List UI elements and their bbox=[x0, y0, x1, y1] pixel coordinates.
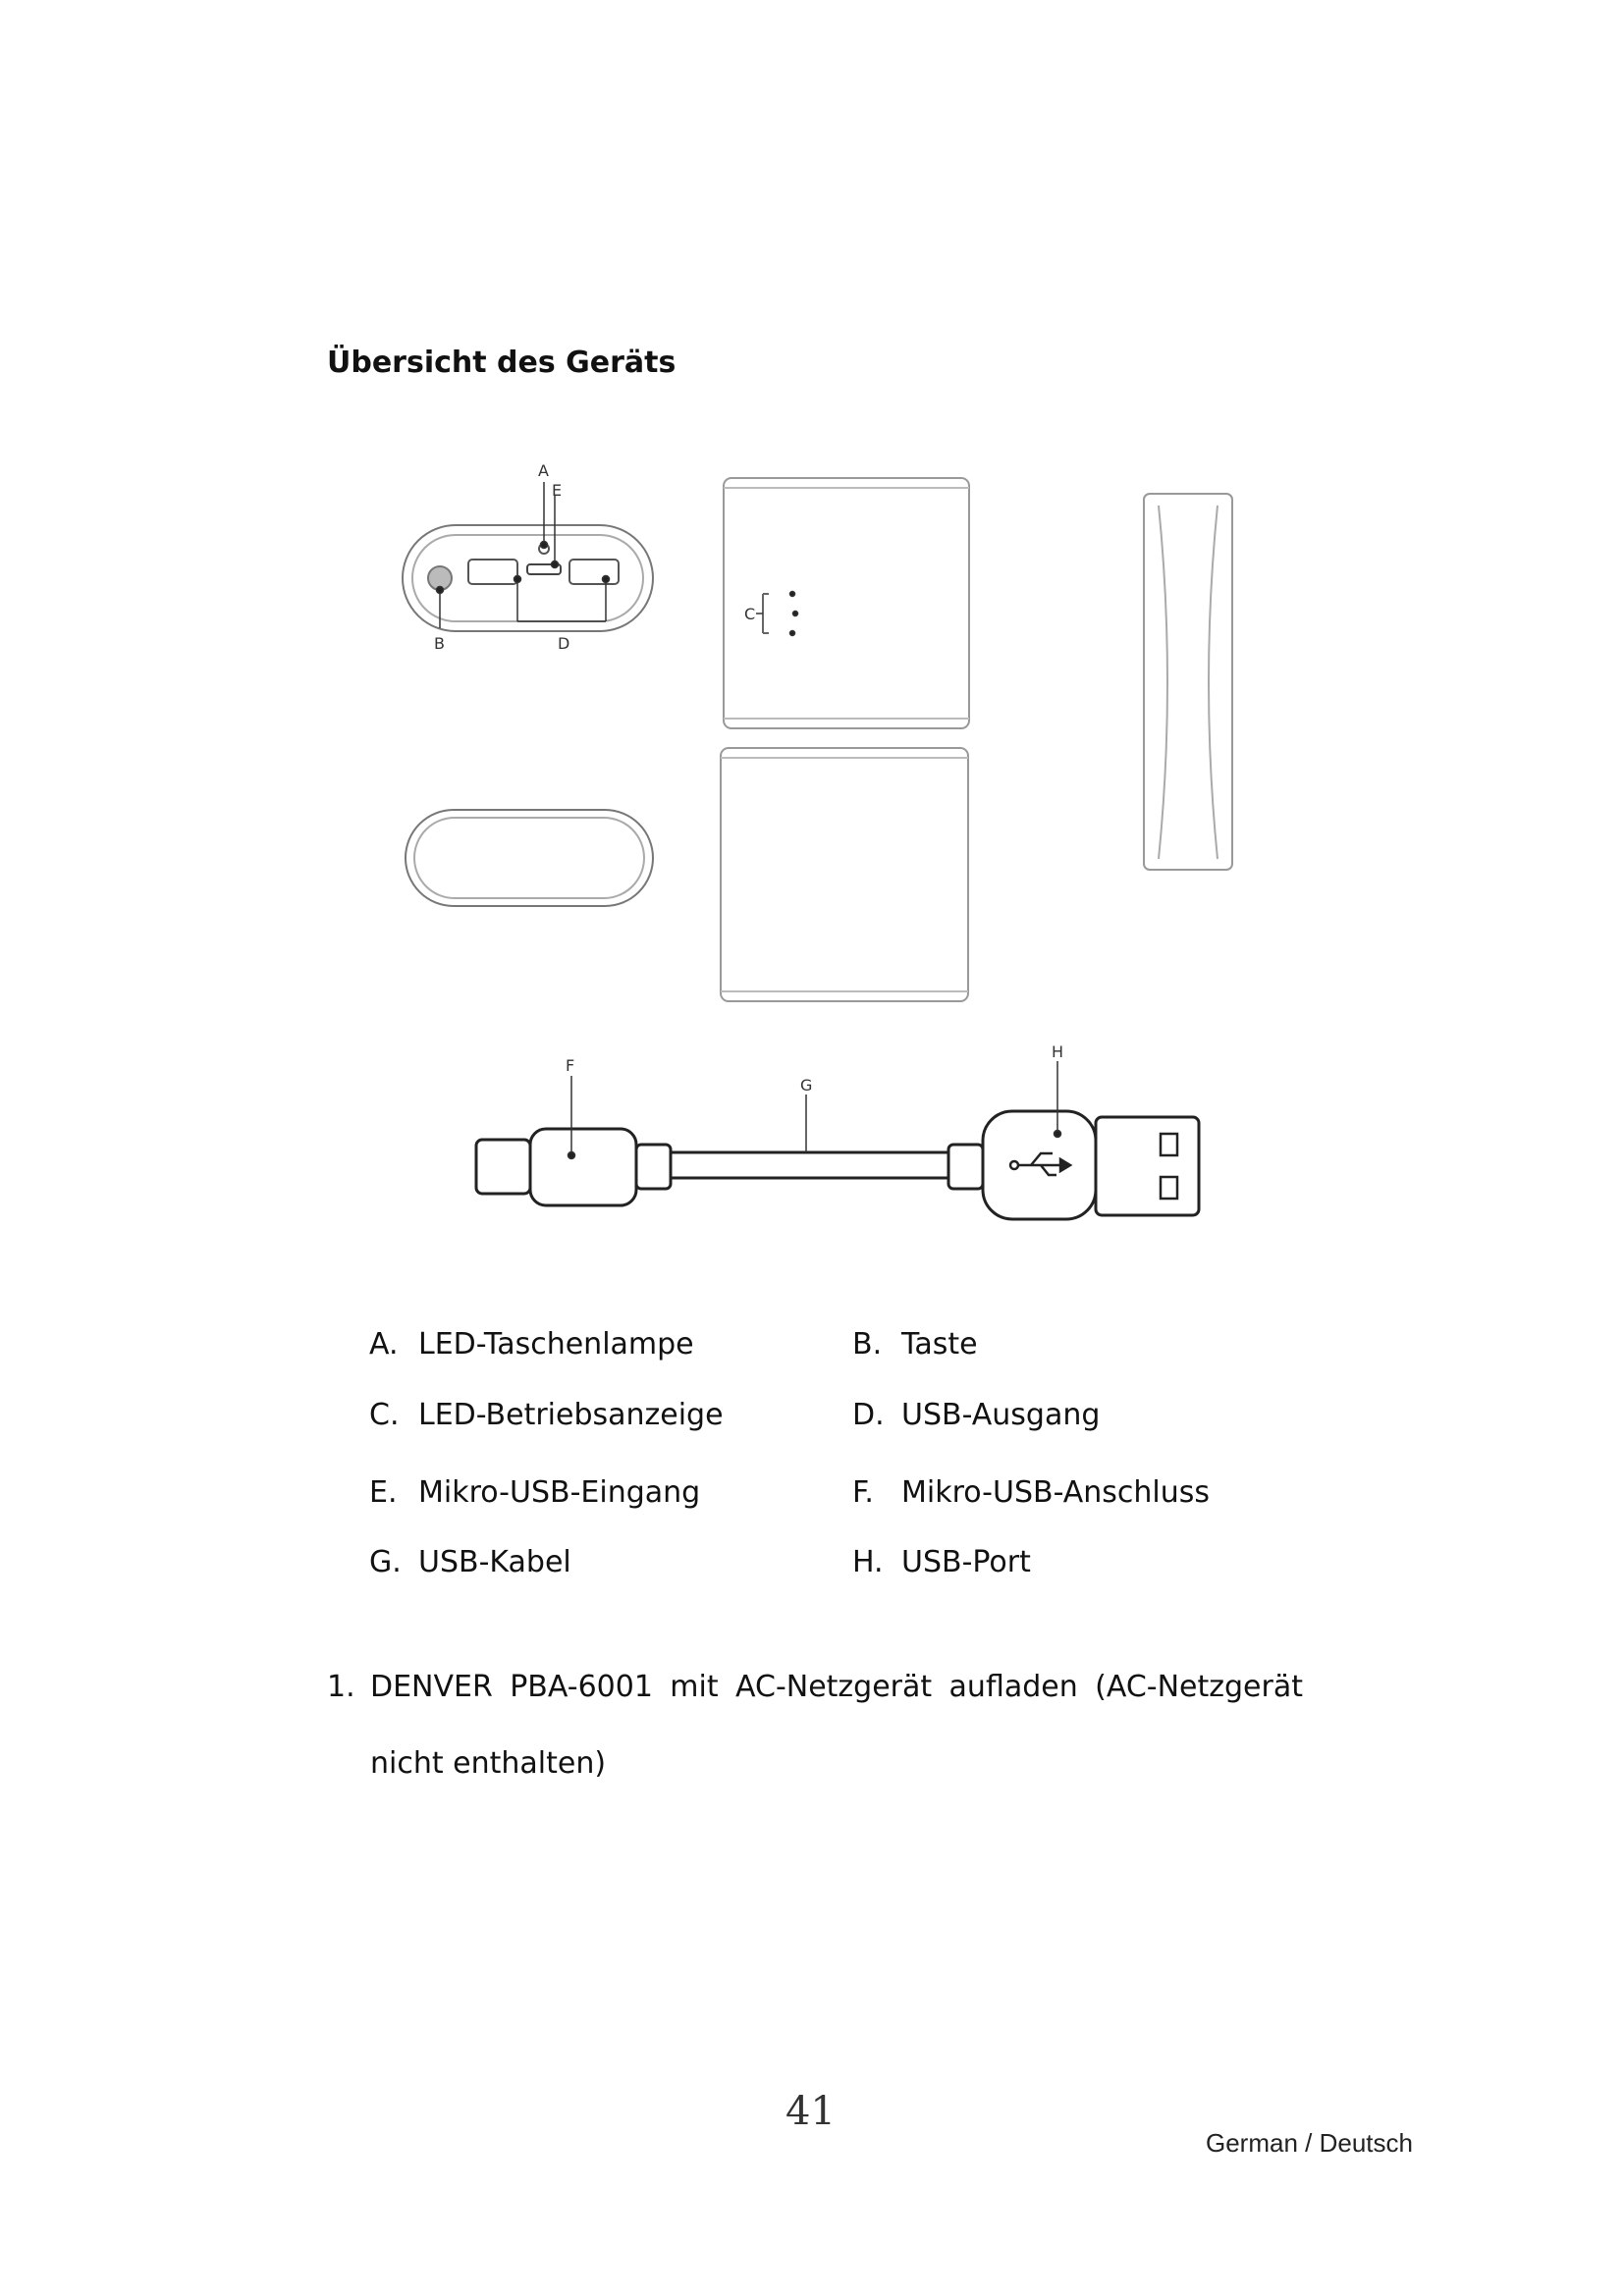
figure-label-b: B bbox=[434, 634, 445, 653]
side-view-outline bbox=[1144, 494, 1232, 870]
device-overview-diagram bbox=[373, 447, 1276, 1261]
figure-label-c: C bbox=[744, 605, 756, 623]
usb-output-2 bbox=[569, 560, 619, 584]
legend-item: A. LED-Taschenlampe bbox=[369, 1327, 694, 1362]
micro-usb-connector bbox=[530, 1129, 636, 1205]
section-heading: Übersicht des Geräts bbox=[327, 346, 677, 380]
legend-row bbox=[369, 1327, 1312, 1370]
usb-symbol-icon bbox=[1010, 1153, 1070, 1175]
language-label: German / Deutsch bbox=[1206, 2128, 1413, 2158]
page-number: 41 bbox=[785, 2089, 836, 2134]
figure-label-a: A bbox=[538, 461, 549, 480]
legend-item: C. LED-Betriebsanzeige bbox=[369, 1398, 724, 1432]
usb-cable-drawing bbox=[476, 1111, 1199, 1219]
back-view-outline bbox=[721, 748, 968, 1001]
figure-label-e: E bbox=[552, 481, 563, 500]
step-text: DENVER PBA-6001 mit AC-Netzgerät aufladen (AC-Netzgerät nicht enthalten) bbox=[370, 1670, 1303, 1781]
usb-output-1 bbox=[468, 560, 517, 584]
top-view-outline bbox=[724, 478, 969, 728]
legend-item: F. Mikro-USB-Anschluss bbox=[852, 1475, 1211, 1510]
legend-row bbox=[369, 1475, 1312, 1519]
legend-item: E. Mikro-USB-Eingang bbox=[369, 1475, 701, 1510]
legend-item: H. USB-Port bbox=[852, 1545, 1031, 1579]
bottom-view-outline bbox=[406, 810, 653, 906]
micro-usb-tip bbox=[476, 1140, 530, 1194]
usb-a-plug bbox=[1096, 1117, 1199, 1215]
figure-label-d: D bbox=[558, 634, 570, 653]
figure-label-g: G bbox=[800, 1076, 813, 1095]
legend-item: D. USB-Ausgang bbox=[852, 1398, 1101, 1432]
figure-label-f: F bbox=[566, 1056, 575, 1075]
legend-row bbox=[369, 1545, 1312, 1588]
legend-item: B. Taste bbox=[852, 1327, 978, 1362]
figure-label-h: H bbox=[1052, 1042, 1064, 1061]
step-number: 1. bbox=[327, 1670, 355, 1704]
legend-item: G. USB-Kabel bbox=[369, 1545, 571, 1579]
legend-row bbox=[369, 1398, 1312, 1441]
